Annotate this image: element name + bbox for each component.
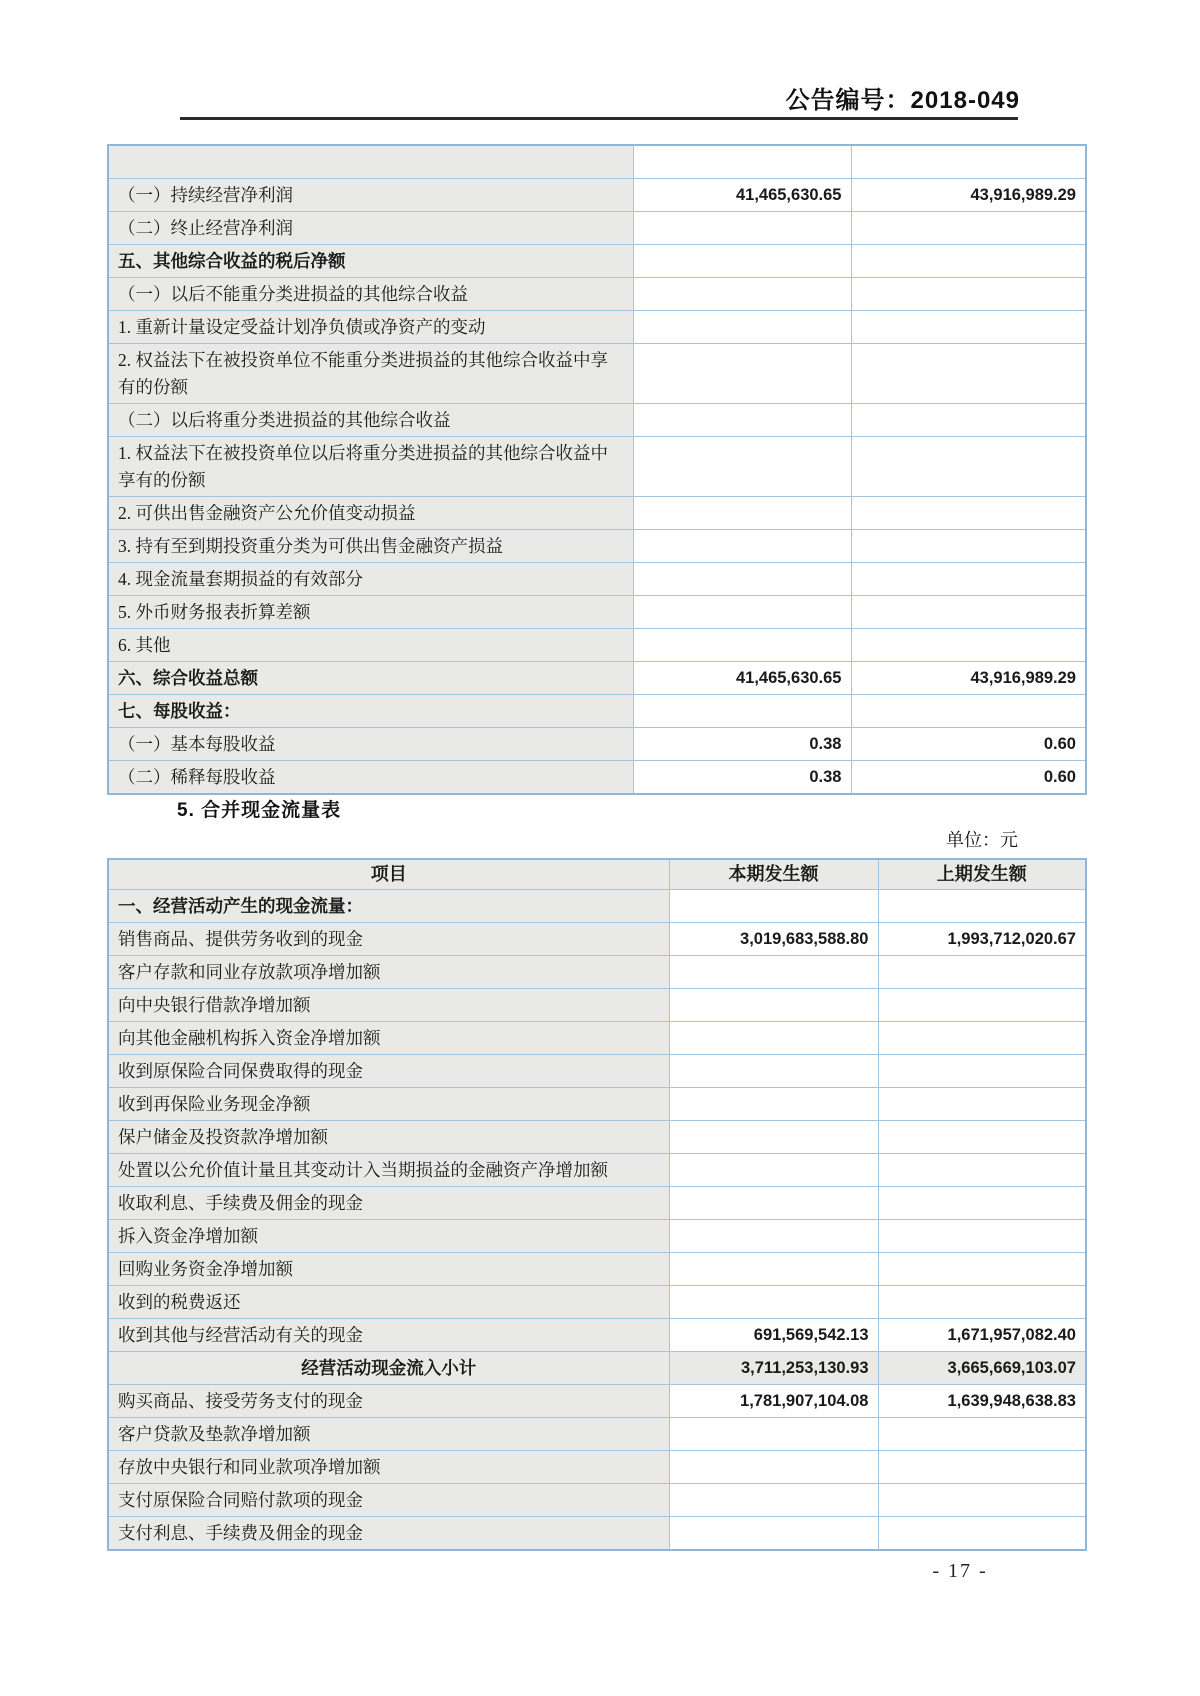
value-current-period: [633, 596, 851, 629]
value-current-period: [633, 497, 851, 530]
value-prior-period: 43,916,989.29: [851, 662, 1086, 695]
row-label: 5. 外币财务报表折算差额: [108, 596, 633, 629]
table-header-row: [108, 859, 1086, 890]
value-prior-period: [851, 530, 1086, 563]
value-current-period: [669, 956, 878, 989]
table-row: [108, 1517, 1086, 1551]
value-prior-period: [878, 1418, 1086, 1451]
row-label: 五、其他综合收益的税后净额: [108, 245, 633, 278]
value-current-period: [633, 530, 851, 563]
value-current-period: 0.38: [633, 728, 851, 761]
row-label: 收到其他与经营活动有关的现金: [108, 1319, 669, 1352]
value-prior-period: 0.60: [851, 728, 1086, 761]
row-label: 3. 持有至到期投资重分类为可供出售金融资产损益: [108, 530, 633, 563]
table-row: [108, 923, 1086, 956]
row-label: 向其他金融机构拆入资金净增加额: [108, 1022, 669, 1055]
table-row: [108, 437, 1086, 497]
value-current-period: [633, 311, 851, 344]
table-row: [108, 761, 1086, 795]
value-current-period: [633, 404, 851, 437]
row-label: （一）基本每股收益: [108, 728, 633, 761]
value-prior-period: [851, 437, 1086, 497]
table-row: [108, 1286, 1086, 1319]
value-prior-period: [878, 1286, 1086, 1319]
table-row: [108, 728, 1086, 761]
table-row: [108, 212, 1086, 245]
value-prior-period: [851, 695, 1086, 728]
table-row: [108, 311, 1086, 344]
cash-flow-table: [107, 858, 1087, 1551]
value-prior-period: [851, 278, 1086, 311]
row-label: 购买商品、接受劳务支付的现金: [108, 1385, 669, 1418]
value-current-period: [669, 1187, 878, 1220]
value-current-period: [633, 563, 851, 596]
value-prior-period: 3,665,669,103.07: [878, 1352, 1086, 1385]
value-prior-period: [851, 212, 1086, 245]
table-row: [108, 1418, 1086, 1451]
value-prior-period: [878, 1088, 1086, 1121]
value-prior-period: [878, 1253, 1086, 1286]
value-prior-period: [878, 956, 1086, 989]
value-prior-period: [878, 1022, 1086, 1055]
unit-label: 单位：元: [946, 830, 1018, 850]
table-row: [108, 497, 1086, 530]
value-prior-period: [878, 1484, 1086, 1517]
value-current-period: 41,465,630.65: [633, 179, 851, 212]
value-current-period: [669, 989, 878, 1022]
table-row: [108, 278, 1086, 311]
column-header-current-period: 本期发生额: [669, 859, 878, 890]
table-row: [108, 1253, 1086, 1286]
value-prior-period: [878, 989, 1086, 1022]
table-row: [108, 1319, 1086, 1352]
table-row: [108, 404, 1086, 437]
column-header-prior-period: 上期发生额: [878, 859, 1086, 890]
value-current-period: [669, 1055, 878, 1088]
value-prior-period: [878, 1154, 1086, 1187]
value-current-period: [669, 1451, 878, 1484]
row-label: 2. 权益法下在被投资单位不能重分类进损益的其他综合收益中享有的份额: [108, 344, 633, 404]
value-prior-period: [851, 596, 1086, 629]
table-row: [108, 989, 1086, 1022]
row-label: 客户存款和同业存放款项净增加额: [108, 956, 669, 989]
row-label: 支付利息、手续费及佣金的现金: [108, 1517, 669, 1551]
value-current-period: 0.38: [633, 761, 851, 795]
income-statement-table: [107, 144, 1087, 795]
value-prior-period: 1,671,957,082.40: [878, 1319, 1086, 1352]
value-current-period: 691,569,542.13: [669, 1319, 878, 1352]
value-current-period: 41,465,630.65: [633, 662, 851, 695]
table-row: [108, 1385, 1086, 1418]
table-row: [108, 662, 1086, 695]
value-current-period: [669, 1154, 878, 1187]
row-label: 七、每股收益：: [108, 695, 633, 728]
table-row: [108, 1121, 1086, 1154]
value-current-period: [669, 1121, 878, 1154]
row-label: 2. 可供出售金融资产公允价值变动损益: [108, 497, 633, 530]
value-prior-period: [851, 563, 1086, 596]
table-row: [108, 695, 1086, 728]
row-label: （二）以后将重分类进损益的其他综合收益: [108, 404, 633, 437]
row-label: 1. 权益法下在被投资单位以后将重分类进损益的其他综合收益中享有的份额: [108, 437, 633, 497]
row-label: 回购业务资金净增加额: [108, 1253, 669, 1286]
row-label: （一）持续经营净利润: [108, 179, 633, 212]
value-prior-period: [851, 245, 1086, 278]
value-prior-period: [878, 1187, 1086, 1220]
value-current-period: [633, 695, 851, 728]
table-row: [108, 1187, 1086, 1220]
value-prior-period: [851, 344, 1086, 404]
value-prior-period: [878, 1220, 1086, 1253]
table-row: [108, 145, 1086, 179]
table-row: [108, 245, 1086, 278]
table-row: [108, 890, 1086, 923]
value-prior-period: 0.60: [851, 761, 1086, 795]
row-label: 销售商品、提供劳务收到的现金: [108, 923, 669, 956]
table-row: [108, 563, 1086, 596]
table-row: [108, 1154, 1086, 1187]
value-prior-period: 1,993,712,020.67: [878, 923, 1086, 956]
value-current-period: [669, 1220, 878, 1253]
value-current-period: [633, 145, 851, 179]
row-label: 收到再保险业务现金净额: [108, 1088, 669, 1121]
row-label: 保户储金及投资款净增加额: [108, 1121, 669, 1154]
row-label: 一、经营活动产生的现金流量：: [108, 890, 669, 923]
value-current-period: [669, 890, 878, 923]
row-label: 1. 重新计量设定受益计划净负债或净资产的变动: [108, 311, 633, 344]
row-label: 支付原保险合同赔付款项的现金: [108, 1484, 669, 1517]
row-label: 4. 现金流量套期损益的有效部分: [108, 563, 633, 596]
table-row: [108, 1220, 1086, 1253]
row-label: 处置以公允价值计量且其变动计入当期损益的金融资产净增加额: [108, 1154, 669, 1187]
table-row: [108, 1088, 1086, 1121]
value-current-period: [669, 1253, 878, 1286]
row-label: （二）终止经营净利润: [108, 212, 633, 245]
value-current-period: [669, 1517, 878, 1551]
row-label: 存放中央银行和同业款项净增加额: [108, 1451, 669, 1484]
row-label: （二）稀释每股收益: [108, 761, 633, 795]
value-current-period: [633, 629, 851, 662]
value-prior-period: [851, 497, 1086, 530]
row-label: 收到的税费返还: [108, 1286, 669, 1319]
value-prior-period: 43,916,989.29: [851, 179, 1086, 212]
row-label: 收取利息、手续费及佣金的现金: [108, 1187, 669, 1220]
value-prior-period: [878, 1517, 1086, 1551]
value-current-period: [669, 1022, 878, 1055]
row-label: 收到原保险合同保费取得的现金: [108, 1055, 669, 1088]
value-prior-period: [851, 311, 1086, 344]
value-prior-period: [851, 629, 1086, 662]
value-current-period: [633, 212, 851, 245]
section-title: 5. 合并现金流量表: [177, 800, 342, 821]
table-row: [108, 1451, 1086, 1484]
value-current-period: [633, 278, 851, 311]
value-current-period: [669, 1484, 878, 1517]
value-current-period: [669, 1418, 878, 1451]
row-label: 拆入资金净增加额: [108, 1220, 669, 1253]
row-label: 六、综合收益总额: [108, 662, 633, 695]
table-row: [108, 596, 1086, 629]
row-label: （一）以后不能重分类进损益的其他综合收益: [108, 278, 633, 311]
value-current-period: [669, 1088, 878, 1121]
table-row: [108, 1352, 1086, 1385]
header-rule: [180, 117, 1018, 120]
table-row: [108, 1022, 1086, 1055]
row-label: [108, 145, 633, 179]
document-number: 公告编号：2018-049: [785, 87, 1020, 114]
value-prior-period: [878, 1055, 1086, 1088]
value-current-period: 1,781,907,104.08: [669, 1385, 878, 1418]
table-row: [108, 956, 1086, 989]
value-current-period: [633, 344, 851, 404]
value-prior-period: [878, 1121, 1086, 1154]
row-label: 6. 其他: [108, 629, 633, 662]
row-label: 向中央银行借款净增加额: [108, 989, 669, 1022]
value-current-period: [669, 1286, 878, 1319]
value-current-period: 3,019,683,588.80: [669, 923, 878, 956]
column-header-item: 项目: [108, 859, 669, 890]
table-row: [108, 629, 1086, 662]
value-current-period: [633, 437, 851, 497]
table-row: [108, 1055, 1086, 1088]
table-row: [108, 530, 1086, 563]
value-prior-period: [851, 145, 1086, 179]
value-current-period: [633, 245, 851, 278]
value-prior-period: [851, 404, 1086, 437]
table-row: [108, 179, 1086, 212]
value-current-period: 3,711,253,130.93: [669, 1352, 878, 1385]
table-row: [108, 344, 1086, 404]
page-number: - 17 -: [932, 1560, 988, 1582]
row-label: 经营活动现金流入小计: [108, 1352, 669, 1385]
table-row: [108, 1484, 1086, 1517]
value-prior-period: 1,639,948,638.83: [878, 1385, 1086, 1418]
value-prior-period: [878, 890, 1086, 923]
row-label: 客户贷款及垫款净增加额: [108, 1418, 669, 1451]
value-prior-period: [878, 1451, 1086, 1484]
